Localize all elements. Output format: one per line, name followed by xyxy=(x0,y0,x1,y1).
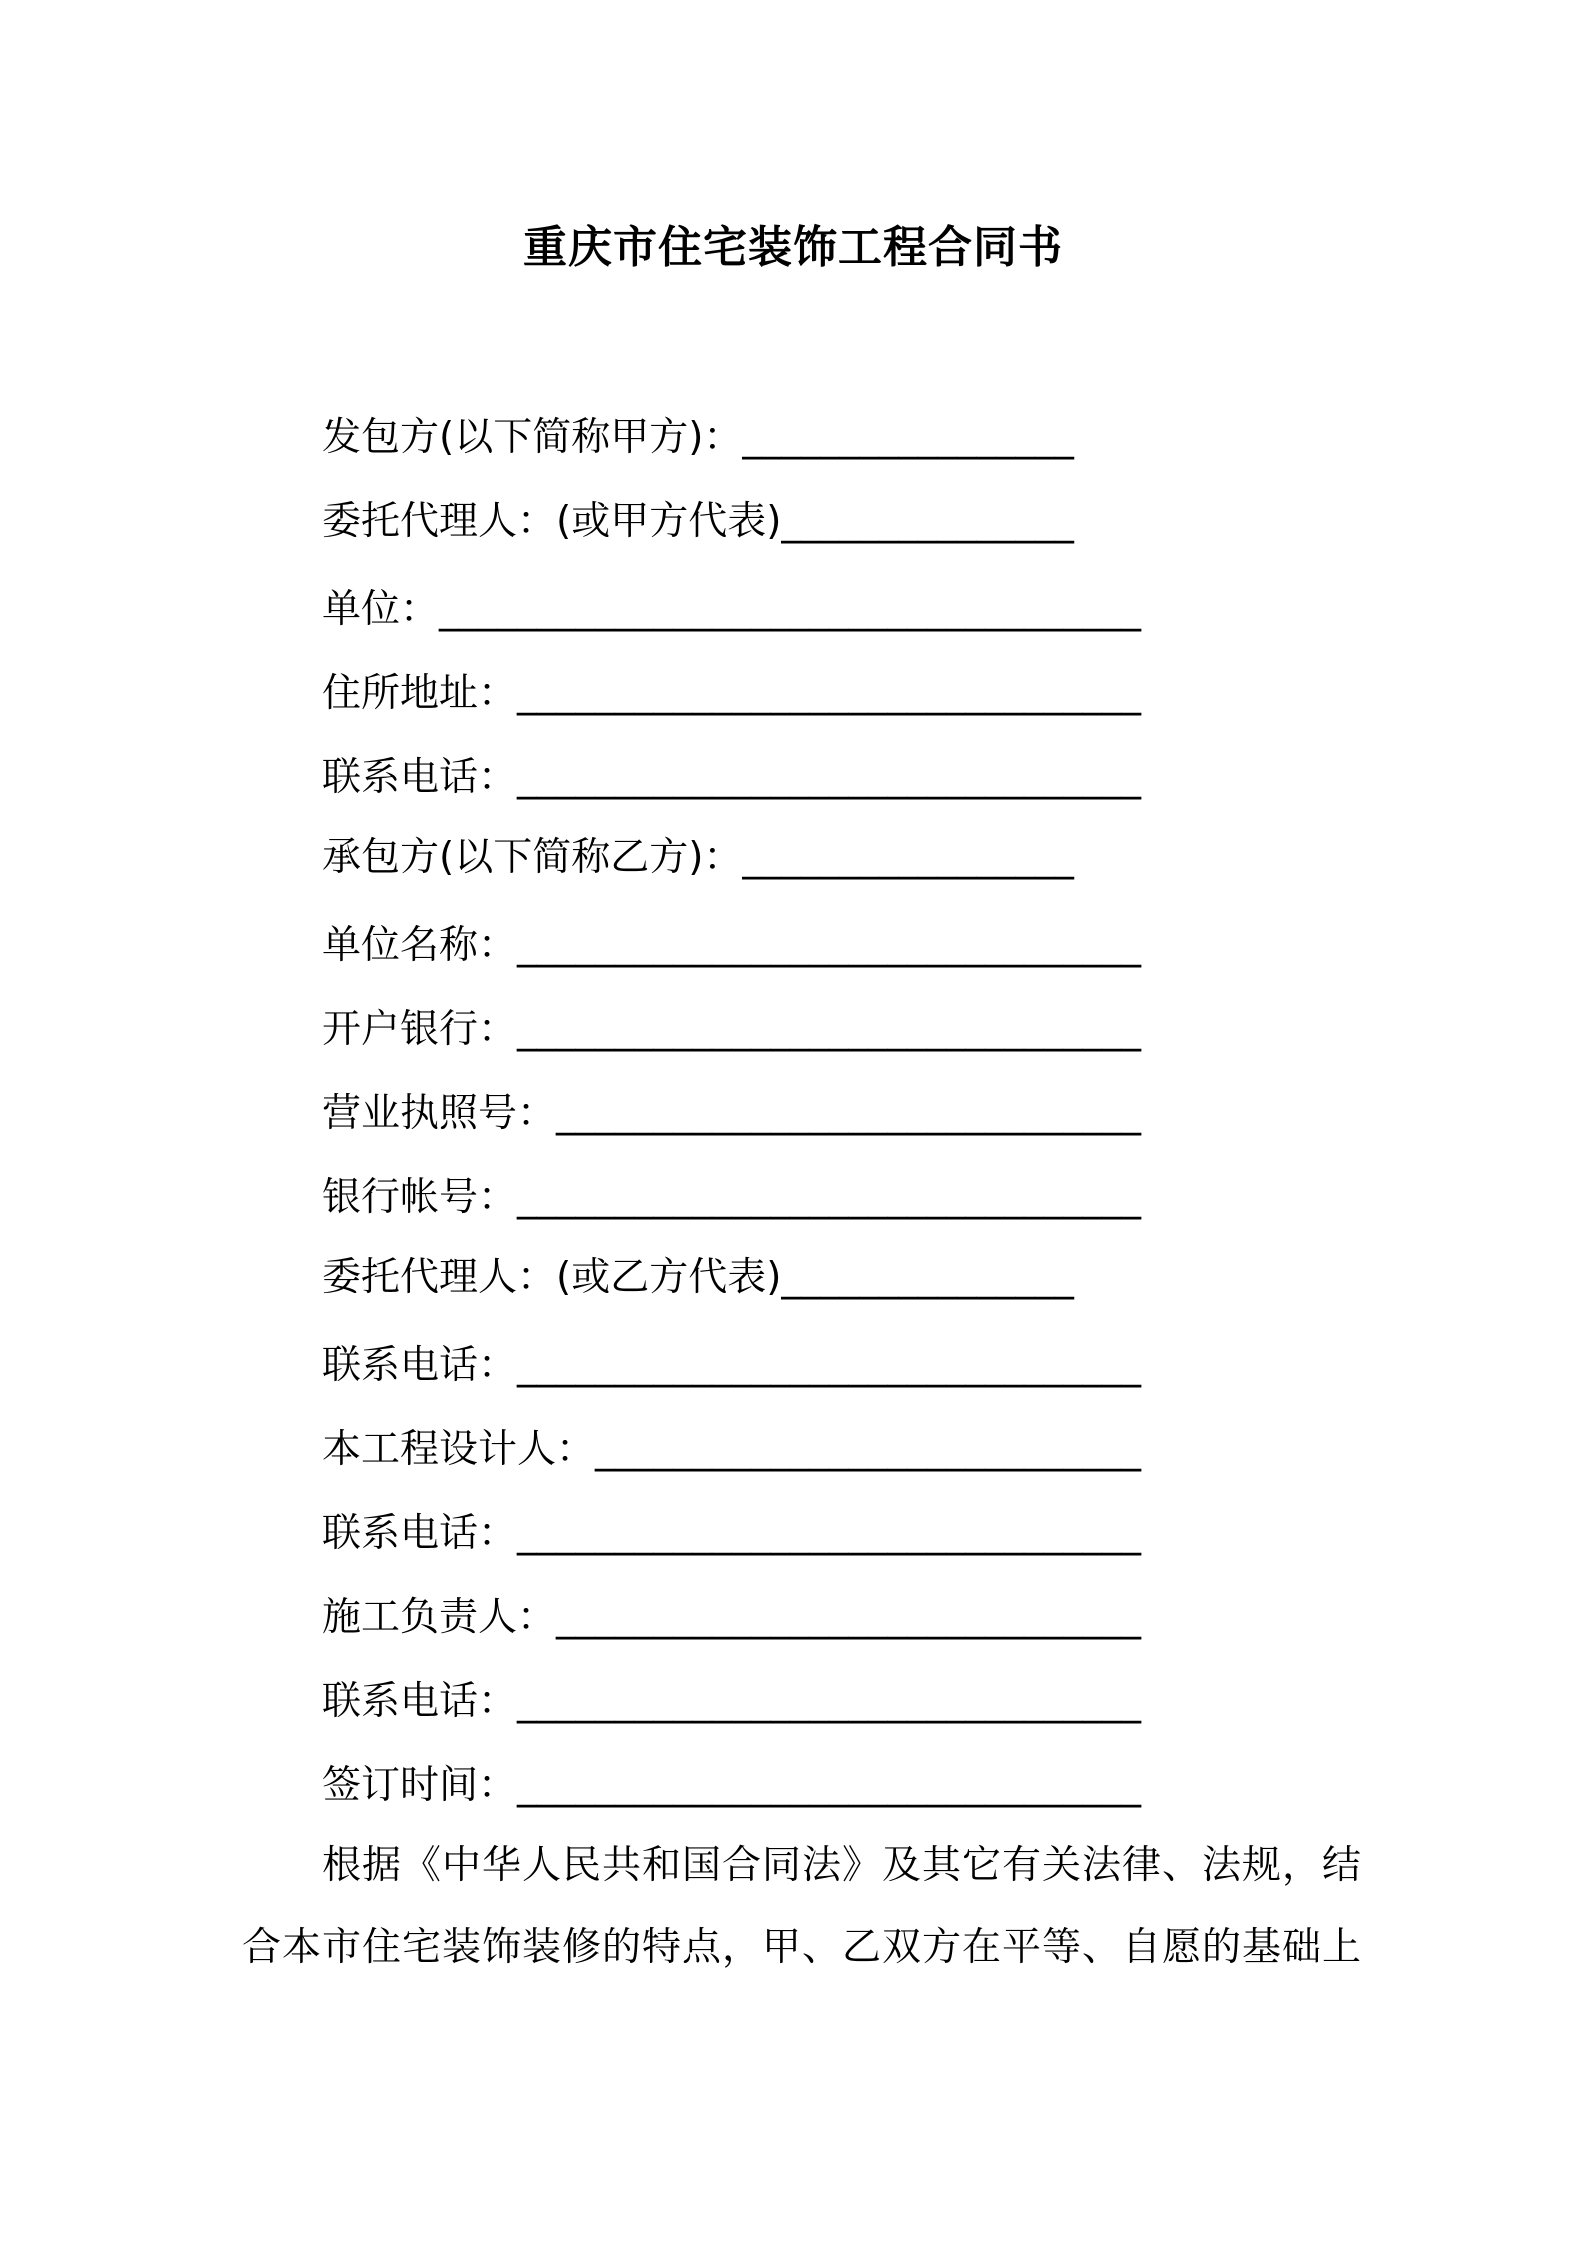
document-title: 重庆市住宅装饰工程合同书 xyxy=(523,222,1063,273)
body-paragraph-line-2: 合本市住宅装饰装修的特点，甲、乙双方在平等、自愿的基础上 xyxy=(242,1925,1363,1970)
field-employer-address: 住所地址：________________________________ xyxy=(322,671,1142,716)
field-contractor-agent: 委托代理人：(或乙方代表)_______________ xyxy=(322,1255,1074,1300)
field-employer-phone: 联系电话：________________________________ xyxy=(322,755,1142,800)
field-employer-unit: 单位：____________________________________ xyxy=(322,587,1142,632)
field-business-license: 营业执照号：______________________________ xyxy=(322,1091,1142,1136)
field-contractor-name: 单位名称：________________________________ xyxy=(322,923,1142,968)
field-contractor-phone: 联系电话：________________________________ xyxy=(322,1343,1142,1388)
body-paragraph-line-1: 根据《中华人民共和国合同法》及其它有关法律、法规，结 xyxy=(322,1843,1363,1888)
field-bank: 开户银行：________________________________ xyxy=(322,1007,1142,1052)
field-site-manager: 施工负责人：______________________________ xyxy=(322,1595,1142,1640)
field-bank-account: 银行帐号：________________________________ xyxy=(322,1175,1142,1220)
field-contractor: 承包方(以下简称乙方)：_________________ xyxy=(322,835,1074,880)
field-designer: 本工程设计人：____________________________ xyxy=(322,1427,1142,1472)
field-site-manager-phone: 联系电话：________________________________ xyxy=(322,1679,1142,1724)
field-employer-agent: 委托代理人：(或甲方代表)_______________ xyxy=(322,499,1074,544)
field-designer-phone: 联系电话：________________________________ xyxy=(322,1511,1142,1556)
field-signing-date: 签订时间：________________________________ xyxy=(322,1763,1142,1808)
field-employer: 发包方(以下简称甲方)：_________________ xyxy=(322,415,1074,460)
